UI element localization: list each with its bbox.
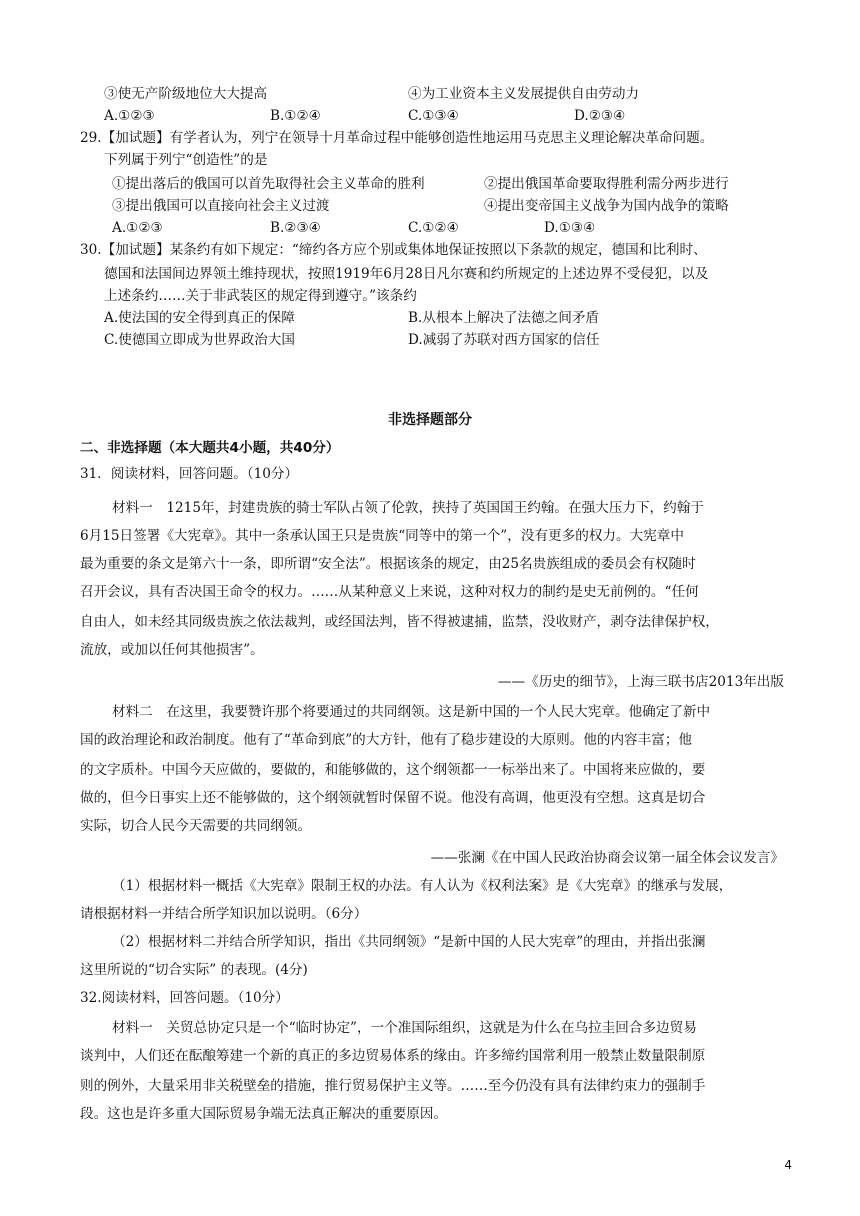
q31-sub-2-line-1: （2）根据材料二并结合所学知识，指出《共同纲领》“是新中国的人民大宪章”的理由，并指出张澜 [112, 934, 706, 950]
q31-material-2-line-3: 的文字质朴。中国今天应做的，要做的，和能够做的，这个纲领都一一标举出来了。中国将来应做的，要 [80, 762, 706, 778]
q28-item-3: ③使无产阶级地位大大提高 [104, 86, 268, 102]
q31-sub-1-line-1: （1）根据材料一概括《大宪章》限制王权的办法。有人认为《权利法案》是《大宪章》的继承与发展， [112, 878, 733, 894]
q30-stem-line-1: 30.【加试题】某条约有如下规定：“缔约各方应个别或集体地保证按照以下条款的规定，德国和比利时、 [80, 242, 707, 258]
q29-option-b: B.②③④ [270, 220, 321, 236]
q29-item-4: ④提出变帝国主义战争为国内战争的策略 [484, 198, 729, 214]
q29-option-d: D.①③④ [544, 220, 596, 236]
q31-sub-2-line-2: 这里所说的“切合实际” 的表现。(4分) [80, 962, 308, 978]
q31-material-2-source: ——张澜《在中国人民政治协商会议第一届全体会议发言》 [430, 850, 784, 866]
q31-intro: 31．阅读材料，回答问题。（10分） [80, 466, 299, 482]
q31-material-2-line-5: 实际，切合人民今天需要的共同纲领。 [80, 818, 312, 834]
q32-intro: 32.阅读材料，回答问题。（10分） [80, 990, 289, 1006]
q32-material-1-line-1: 材料一 关贸总协定只是一个“临时协定”，一个准国际组织，这就是为什么在乌拉圭回合多边贸易 [112, 1020, 697, 1036]
q31-sub-1-line-2: 请根据材料一并结合所学知识加以说明。（6分） [80, 906, 368, 922]
q29-item-1: ①提出落后的俄国可以首先取得社会主义革命的胜利 [112, 176, 425, 192]
q30-stem-line-3: 上述条约……关于非武装区的规定得到遵守。”该条约 [104, 288, 417, 304]
q29-stem-line-1: 29.【加试题】有学者认为，列宁在领导十月革命过程中能够创造性地运用马克思主义理论解决革命问题。 [80, 130, 714, 146]
q28-option-a: A.①②③ [104, 108, 155, 124]
q29-stem-line-2: 下列属于列宁“创造性”的是 [104, 152, 268, 168]
q31-material-2-line-2: 国的政治理论和政治制度。他有了“革命到底”的大方针，他有了稳步建设的大原则。他的内容丰富；他 [80, 732, 693, 748]
q29-item-3: ③提出俄国可以直接向社会主义过渡 [112, 198, 330, 214]
q32-material-1-line-3: 则的例外，大量采用非关税壁垒的措施，推行贸易保护主义等。……至今仍没有具有法律约束力的强制手 [80, 1078, 706, 1094]
q29-option-c: C.①②④ [408, 220, 459, 236]
q31-material-1-line-2: 6月15日签署《大宪章》。其中一条承认国王只是贵族“同等中的第一个”，没有更多的权力。大宪章中 [80, 528, 684, 544]
q30-option-b: B.从根本上解决了法德之间矛盾 [408, 310, 600, 326]
q32-material-1-line-2: 谈判中，人们还在酝酿筹建一个新的真正的多边贸易体系的缘由。许多缔约国常利用一般禁止数量限制原 [80, 1048, 706, 1064]
q28-item-4: ④为工业资本主义发展提供自由劳动力 [408, 86, 640, 102]
q29-option-a: A.①②③ [112, 220, 163, 236]
q31-material-1-source: ——《历史的细节》，上海三联书店2013年出版 [497, 674, 784, 690]
q31-material-1-line-6: 流放，或加以任何其他损害”。 [80, 642, 264, 658]
q31-material-1-line-5: 自由人，如未经其同级贵族之依法裁判，或经国法判，皆不得被逮捕，监禁，没收财产，剥夺法律保护权， [80, 614, 719, 630]
q30-option-c: C.使德国立即成为世界政治大国 [104, 332, 295, 348]
q28-option-d: D.②③④ [574, 108, 626, 124]
q28-option-b: B.①②④ [270, 108, 321, 124]
section-title: 非选择题部分 [388, 412, 472, 428]
q31-material-2-line-1: 材料二 在这里，我要赞许那个将要通过的共同纲领。这是新中国的一个人民大宪章。他确定了新中 [112, 704, 711, 720]
q30-stem-line-2: 德国和法国间边界领土维持现状，按照1919年6月28日凡尔赛和约所规定的上述边界不受侵犯，以及 [104, 266, 709, 282]
section-heading: 二、非选择题（本大题共4小题，共40分） [80, 440, 340, 456]
q28-option-c: C.①③④ [408, 108, 459, 124]
q31-material-2-line-4: 做的，但今日事实上还不能够做的，这个纲领就暂时保留不说。他没有高调，他更没有空想。这真是切合 [80, 790, 706, 806]
q32-material-1-line-4: 段。这也是许多重大国际贸易争端无法真正解决的重要原因。 [80, 1106, 448, 1122]
q30-option-d: D.减弱了苏联对西方国家的信任 [408, 332, 600, 348]
q29-item-2: ②提出俄国革命要取得胜利需分两步进行 [484, 176, 729, 192]
q30-option-a: A.使法国的安全得到真正的保障 [104, 310, 295, 326]
q31-material-1-line-3: 最为重要的条文是第六十一条，即所谓“安全法”。根据该条的规定，由25名贵族组成的委员会有权随时 [80, 556, 696, 572]
q31-material-1-line-1: 材料一 1215年，封建贵族的骑士军队占领了伦敦，挟持了英国国王约翰。在强大压力下，约翰于 [112, 500, 704, 516]
q31-material-1-line-4: 召开会议，具有否决国王命令的权力。……从某种意义上来说，这种对权力的制约是史无前例的。“任何 [80, 584, 699, 600]
page-number: 4 [784, 1158, 792, 1172]
